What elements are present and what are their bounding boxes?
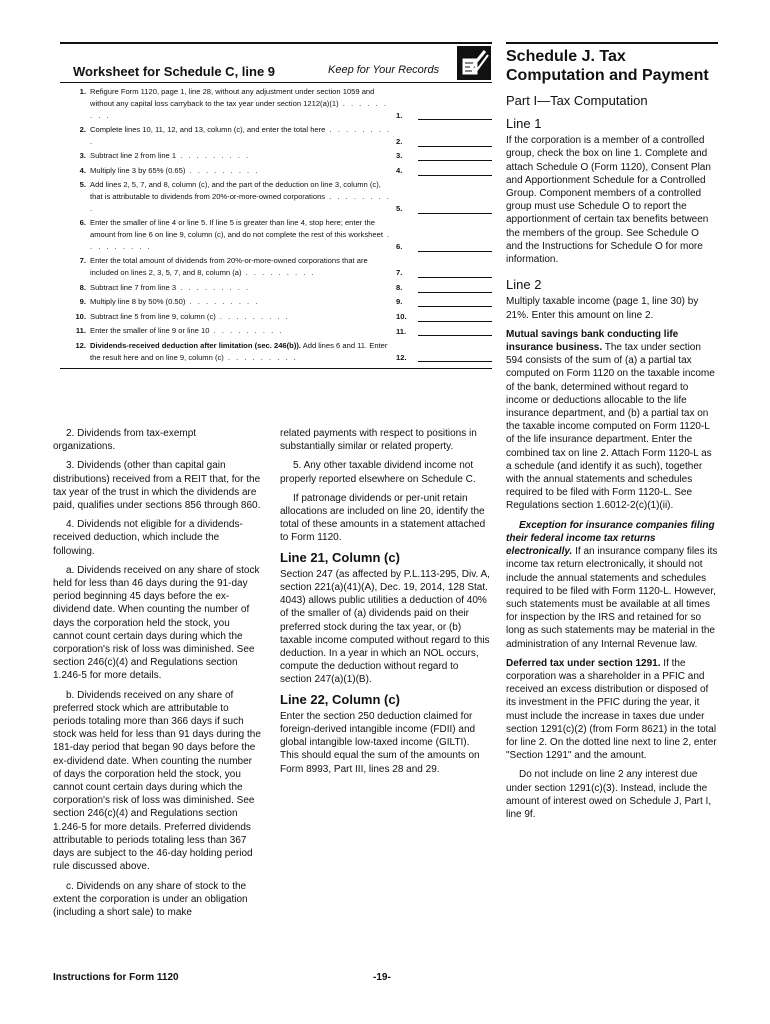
paragraph: c. Dividends on any share of stock to the extent the corporation is under an obligation (including a short sale) to make [53,880,248,918]
column-left [53,427,261,925]
dot-leader: . . . . . . . . . [176,151,251,161]
worksheet-line [60,217,492,252]
worksheet-line [60,282,492,294]
answer-line-number: 11. [396,326,407,336]
worksheet-answer [396,311,492,323]
answer-line-number: 2. [396,136,403,146]
answer-line-number: 10. [396,311,407,321]
dot-leader: . . . . . . . . . [215,311,290,321]
worksheet-line-text [90,325,396,337]
worksheet-line [60,255,492,279]
heading-line-2: Line 2 [506,277,542,293]
worksheet-answer [396,217,492,252]
worksheet [60,42,492,369]
paragraph [506,519,718,651]
worksheet-line-text [90,340,396,364]
worksheet-line [60,165,492,177]
paragraph: Enter the section 250 deduction claimed for foreign-derived intangible income (FDII) and global intangible low-taxed income (GILTI). This should equal the sum of the amounts on Form 8993, Part III, lines 28 and 29. [280,710,480,775]
worksheet-line-text [90,165,396,177]
worksheet-line-text [90,150,396,162]
answer-blank [418,203,492,214]
paragraph: If the corporation is a member of a controlled group, check the box on line 1. Complete and attach Schedule O (Form 1120), Consent Plan and Apportionment Schedule for a Controlled Group. Component members of a controlled group must use Schedule O to report the apportionment of certain tax benefits between the members of the group. See Schedule O and the Instructions for Schedule O for more information. [506,135,711,266]
paragraph: Section 247 (as affected by P.L.113-295, Div. A, section 221(a)(41)(A), Dec. 19, 2014, 128 Stat. 4043) allows public utilities a deduction of 40% of the smaller of (a) dividends paid on their preferred stock during the tax year, or (b) taxable income computed without regard to this deduction. In a year in which an NOL occurs, compute the deduction without regard to section 247(a)(1)(B). [280,568,490,686]
worksheet-line-number: 4. [79,165,86,175]
worksheet-line [60,86,492,121]
paragraph [506,657,718,763]
worksheet-line [60,296,492,308]
worksheet-answer [396,255,492,279]
worksheet-line [60,325,492,337]
dot-leader: . . . . . . . . . [90,124,392,146]
dot-leader: . . . . . . . . . [90,98,388,120]
worksheet-line-number: 11. [75,326,86,336]
worksheet-answer [396,340,492,364]
answer-blank [418,165,492,176]
bold-lead: Deferred tax under section 1291. [506,657,661,669]
worksheet-line-text [90,124,396,148]
worksheet-line-text [90,282,396,294]
worksheet-answer [396,165,492,177]
dot-leader: . . . . . . . . . [90,230,392,251]
answer-line-number: 3. [396,151,403,161]
worksheet-line [60,340,492,364]
paragraph: Do not include on line 2 any interest due under section 1291(c)(3). Instead, include the amount of interest owed on Schedule J, Part I, line 9f. [506,769,712,820]
worksheet-answer [396,282,492,294]
worksheet-line-text [90,255,396,279]
worksheet-line [60,150,492,162]
worksheet-line-body: Multiply line 8 by 50% (0.50) [90,297,186,307]
schedule-j-title: Schedule J. Tax Computation and Payment [506,42,718,85]
answer-line-number: 8. [396,282,403,292]
paragraph: related payments with respect to positions in substantially similar or related property. [280,428,477,453]
worksheet-line-text [90,311,396,323]
worksheet-line-body: Subtract line 7 from line 3 [90,282,177,292]
worksheet-line-number: 9. [79,297,86,307]
dot-leader: . . . . . . . . . [185,297,260,307]
dot-leader: . . . . . . . . . [90,192,391,213]
worksheet-line-text [90,217,396,252]
dot-leader: . . . . . . . . . [241,268,316,278]
worksheet-line-body: Complete lines 10, 11, 12, and 13, column (c), and enter the total here [90,124,326,134]
paragraph [506,328,718,513]
worksheet-title: Worksheet for Schedule C, line 9 [73,64,276,79]
answer-blank [418,311,492,322]
page-number: -19- [373,972,391,983]
answer-blank [418,109,492,120]
worksheet-line-body: Enter the smaller of line 4 or line 5. If line 5 is greater than line 4, stop here; enter the amount from line 6 on line 9, column (c), and do not complete the rest of this worksheet [90,218,383,240]
worksheet-line-number: 1. [79,87,86,96]
paragraph: 3. Dividends (other than capital gain distributions) received from a REIT that, for the tax year of the trust in which the dividends are paid, qualifies under sections 856 through 860. [53,460,261,512]
heading-line-22: Line 22, Column (c) [280,691,400,707]
dot-leader: . . . . . . . . . [209,326,284,336]
paragraph: Multiply taxable income (page 1, line 30) by 21%. Enter this amount on line 2. [506,296,699,321]
worksheet-answer [396,150,492,162]
answer-blank [418,136,492,147]
answer-blank [418,241,492,252]
worksheet-line-text [90,296,396,308]
answer-line-number: 9. [396,297,403,307]
worksheet-answer [396,179,492,214]
column-right [506,42,718,827]
worksheet-line-body: Subtract line 5 from line 9, column (c) [90,311,216,321]
paragraph: 2. Dividends from tax-exempt organizations. [53,428,197,453]
worksheet-line-body: Add lines 2, 5, 7, and 8, column (c), and the part of the deduction on line 3, column (c), that is attributable to dividends from 20%-or-more-owned corporations [90,180,381,202]
worksheet-answer [396,296,492,308]
text: The tax under section 594 consists of the sum of (a) a partial tax computed on Form 1120 on the taxable income of the bank, determined without regard to income or deductions allocable to the life insurance department, and (b) a partial tax on the taxable income computed on Form 1120-L of the life insurance department. Enter the combined tax on line 2. Attach Form 1120-L as a schedule (and identify it as such), together with the annual statements and schedules required to be filed with Form 1120-L. See Regulations section 1.6012-2(c)(1)(ii). [506,342,715,512]
worksheet-line-number: 10. [75,311,86,321]
text: If the corporation was a shareholder in a PFIC and received an excess distribution or disposed of its investment in the PFIC during the year, it must include the increase in taxes due under section 1291(c)(2) (from Form 8621) in the total for line 2. On the dotted line next to line 2, enter "Section 1291" and the amount. [506,657,717,762]
worksheet-line-number: 12. [75,340,86,350]
text: If an insurance company files its income tax return electronically, it should not include the annual statements and schedules required to be filed with Form 1120-L. However, such statements must be available at all times for inspection by the IRS and retained for so long as such statements may be material in the administration of any Internal Revenue law. [506,546,718,650]
worksheet-line-body: Enter the smaller of line 9 or line 10 [90,326,210,336]
answer-blank [418,296,492,307]
answer-line-number: 1. [396,110,403,120]
answer-blank [418,282,492,293]
worksheet-header [60,44,492,82]
worksheet-line-number: 5. [79,180,86,190]
worksheet-line-text [90,86,396,121]
worksheet-line [60,124,492,148]
worksheet-line-body: Add lines 6 and 11. Enter the result here and on line 9, column (c) [90,340,388,362]
worksheet-line-number: 7. [79,256,86,266]
heading-line-21: Line 21, Column (c) [280,549,400,565]
answer-blank [418,267,492,278]
bold-lead: Mutual savings bank conducting life insurance business. [506,328,679,354]
worksheet-line-bold-text: Dividends-received deduction after limitation (sec. 246(b)). [90,340,301,350]
worksheet-line-number: 3. [79,151,86,161]
bold-italic-lead: Exception for insurance companies filing their federal income tax returns electronically. [506,519,715,558]
worksheet-answer [396,86,492,121]
answer-line-number: 12. [396,352,407,362]
keep-records-note: Keep for Your Records [328,64,440,76]
records-pencil-icon [457,46,491,80]
dot-leader: . . . . . . . . . [176,282,251,292]
worksheet-line-number: 6. [79,218,86,228]
paragraph: 4. Dividends not eligible for a dividends-received deduction, which include the following. [53,519,243,557]
column-middle [280,427,490,782]
answer-blank [418,325,492,336]
worksheet-line-body: Enter the total amount of dividends from 20%-or-more-owned corporations that are included on lines 2, 3, 5, 7, and 8, column (a) [90,256,368,278]
worksheet-line-number: 2. [79,124,86,134]
worksheet-line-number: 8. [79,282,86,292]
answer-blank [418,150,492,161]
worksheet-line-body: Multiply line 3 by 65% (0.65) [90,165,186,175]
paragraph: a. Dividends received on any share of stock held for less than 46 days during the 91-day period beginning 45 days before the ex-dividend date. When counting the number of days the corporation held the stock, you cannot count certain days during which the corporation's risk of loss was diminished. See section 246(c)(4) and Regulations section 1.246-5 for more details. [53,564,260,682]
worksheet-answer [396,124,492,148]
dot-leader: . . . . . . . . . [185,165,260,175]
part-i-heading: Part I—Tax Computation [506,93,648,108]
answer-line-number: 5. [396,203,403,213]
answer-line-number: 6. [396,241,403,251]
worksheet-line-body: Subtract line 2 from line 1 [90,151,177,161]
paragraph: If patronage dividends or per-unit retain allocations are included on line 20, identify the total of these amounts in a statement attached to Form 1120. [280,492,486,544]
worksheet-line-text [90,179,396,214]
answer-line-number: 7. [396,268,403,278]
answer-blank [418,351,492,362]
answer-line-number: 4. [396,165,403,175]
worksheet-line-body: Refigure Form 1120, page 1, line 28, without any adjustment under section 1059 and without any capital loss carryback to the tax year under section 1212(a)(1) [90,87,375,108]
heading-line-1: Line 1 [506,116,542,131]
paragraph: b. Dividends received on any share of preferred stock which are attributable to periods totaling more than 366 days if such stock was held for less than 91 days during the 181-day period that began 90 days before the ex-dividend date. When counting the number of days the corporation held the stock, you cannot count certain days during which the corporation's risk of loss was diminished. See section 246(c)(4) and Regulations section 1.246-5 for more details. Preferred dividends attributable to periods totaling less than 367 days are subject to the 46-day holding period rule discussed above. [53,689,261,873]
dot-leader: . . . . . . . . . [223,352,298,362]
worksheet-line [60,179,492,214]
worksheet-answer [396,325,492,337]
paragraph: 5. Any other taxable dividend income not properly reported elsewhere on Schedule C. [280,460,476,485]
footer-form-name: Instructions for Form 1120 [53,972,179,983]
worksheet-line [60,311,492,323]
worksheet-lines [60,82,492,369]
